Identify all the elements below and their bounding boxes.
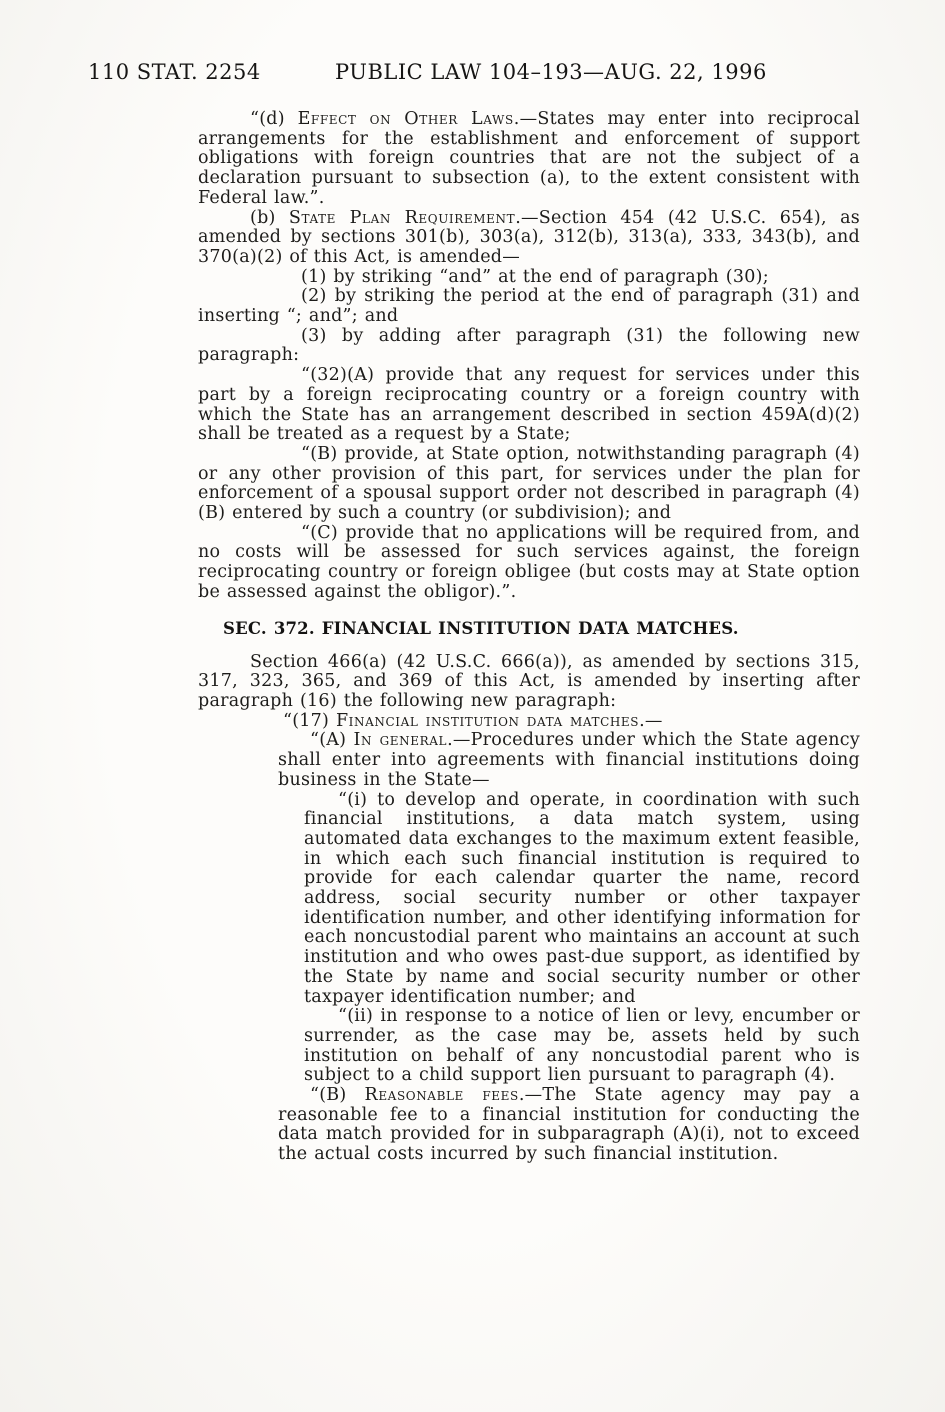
- text-run: .—States may enter into reciprocal arrangements for the establishment and enforcement of support obligations with foreign countries that are not the subject of a declaration pursuant to subsection (a), to the extent consistent with Federal law.”.: [198, 109, 860, 208]
- public-law-running-title: PUBLIC LAW 104–193—AUG. 22, 1996: [335, 60, 767, 84]
- text-run: Section 466(a) (42 U.S.C. 666(a)), as amended by sections 315, 317, 323, 365, and 369 of this Act, is amended by inserting after paragraph (16) the following new paragraph:: [198, 651, 860, 711]
- quoted-subpar-17B: [278, 1086, 860, 1165]
- amend-item-1: [198, 268, 860, 288]
- smallcaps-heading-text: Reasonable fees: [364, 1085, 519, 1106]
- text-run: “(B) provide, at State option, notwithstanding paragraph (4) or any other provision of this part, for services under the plan for enforcement of a spousal support order not described in paragraph (4)(B) entered by such a country (or subdivision); and: [198, 443, 860, 524]
- smallcaps-heading-text: Financial institution data matches: [335, 710, 640, 731]
- amend-item-2: [198, 287, 860, 326]
- stat-page-number: 110 STAT. 2254: [88, 60, 261, 84]
- text-run: “(A): [310, 730, 354, 751]
- text-run: “(17): [283, 710, 336, 731]
- text-run: “(32)(A) provide that any request for services under this part by a foreign reciprocating country or a foreign country with which the State has an arrangement described in section 459A(d)(2) shall be treated as a request by a State;: [198, 365, 860, 445]
- smallcaps-heading-text: State Plan Requirement: [288, 207, 516, 228]
- text-run: .—Section 454 (42 U.S.C. 654), as amended by sections 301(b), 303(a), 312(b), 313(a), 333, 343(b), and 370(a)(2) of this Act, is amended—: [198, 207, 860, 267]
- sec-372-heading: [223, 619, 860, 639]
- quoted-par-32A: [198, 366, 860, 445]
- text-run: “(ii) in response to a notice of lien or levy, encumber or surrender, as the case may be, assets held by such institution on behalf of any noncustodial parent who is subject to a child support lien pursuant to paragraph (4).: [304, 1006, 860, 1086]
- text-run: (3) by adding after paragraph (31) the following new paragraph:: [198, 325, 860, 366]
- text-run: .—The State agency may pay a reasonable fee to a financial institution for conducting the data match provided for in subparagraph (A)(i), not to exceed the actual costs incurred by such financial institution.: [278, 1085, 860, 1165]
- text-run: (b): [250, 207, 289, 228]
- subsection-b-state-plan-requirement: [198, 209, 860, 268]
- quoted-subpar-17A: [278, 731, 860, 790]
- quoted-par-32C: [198, 524, 860, 603]
- text-run: .—: [639, 710, 663, 731]
- subsection-d-effect-on-other-laws: [198, 110, 860, 209]
- text-run: “(i) to develop and operate, in coordination with such financial institutions, a data match system, using automated data exchanges to the maximum extent feasible, in which each such financial institution is required to provide for each calendar quarter the name, record address, social security number or other taxpayer identification number, and other identifying information for each noncustodial parent who maintains an account at such institution and who owes past-due support, as identified by the State by name and social security number or other taxpayer identification number; and: [304, 789, 860, 1007]
- text-run: SEC. 372. FINANCIAL INSTITUTION DATA MATCHES.: [223, 618, 739, 638]
- quoted-clause-17A-i: [304, 791, 860, 1008]
- statute-text-column: [198, 110, 860, 1165]
- quoted-par-32B: [198, 445, 860, 524]
- quoted-par-17: [283, 712, 860, 732]
- text-run: (2) by striking the period at the end of paragraph (31) and inserting “; and”; and: [198, 286, 860, 327]
- smallcaps-heading-text: In general: [353, 730, 448, 751]
- amend-item-3: [198, 327, 860, 366]
- page-header: [88, 60, 857, 90]
- text-run: (1) by striking “and” at the end of paragraph (30);: [301, 266, 769, 287]
- sec-372-intro: [198, 653, 860, 712]
- text-run: “(d): [250, 109, 298, 129]
- smallcaps-heading-text: Effect on Other Laws: [297, 109, 514, 129]
- text-run: .—Procedures under which the State agency shall enter into agreements with financial institutions doing business in the State—: [278, 730, 860, 790]
- quoted-clause-17A-ii: [304, 1007, 860, 1086]
- text-run: “(B): [310, 1085, 365, 1106]
- text-run: “(C) provide that no applications will be required from, and no costs will be assessed for such services against, the foreign reciprocating country or foreign obligee (but costs may at State option be assessed against the obligor).”.: [198, 522, 860, 602]
